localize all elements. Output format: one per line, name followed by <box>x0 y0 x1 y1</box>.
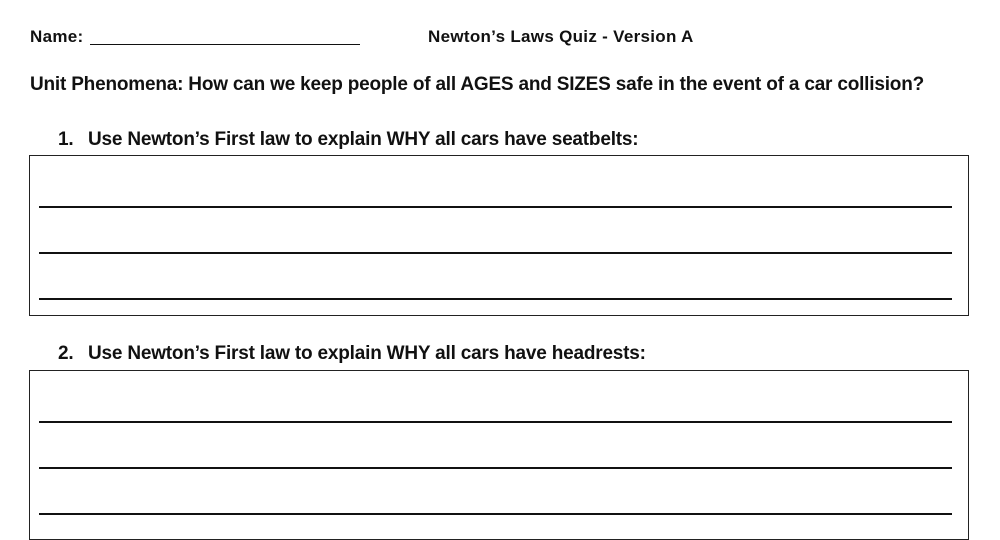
question-2 <box>58 343 646 365</box>
unit-phenomena: Unit Phenomena: How can we keep people of all AGES and SIZES safe in the event of a car collision? <box>30 74 925 95</box>
name-blank-line[interactable] <box>90 44 360 45</box>
question-text: Use Newton’s First law to explain WHY all cars have seatbelts: <box>88 129 639 150</box>
answer-line[interactable] <box>39 467 952 469</box>
name-label: Name: <box>30 27 84 46</box>
answer-line[interactable] <box>39 206 952 208</box>
answer-box-1[interactable] <box>29 155 969 316</box>
worksheet-header <box>30 27 970 51</box>
question-1 <box>58 129 638 151</box>
question-number: 2. <box>58 343 74 364</box>
question-text: Use Newton’s First law to explain WHY all cars have headrests: <box>88 343 646 364</box>
answer-box-2[interactable] <box>29 370 969 540</box>
quiz-title: Newton’s Laws Quiz - Version A <box>428 27 694 46</box>
answer-line[interactable] <box>39 513 952 515</box>
answer-line[interactable] <box>39 252 952 254</box>
answer-line[interactable] <box>39 298 952 300</box>
question-number: 1. <box>58 129 74 150</box>
answer-line[interactable] <box>39 421 952 423</box>
